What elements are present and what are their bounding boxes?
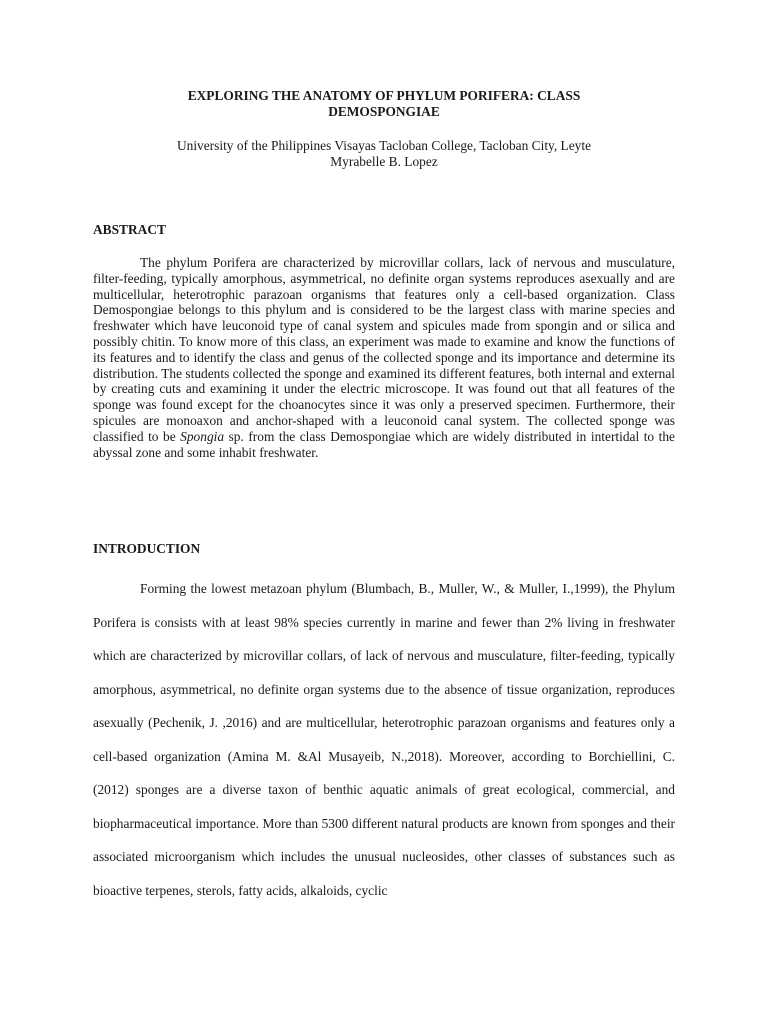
abstract-text-2: sp. from the class Demospongiae which are widely distributed in intertidal to the abyssal zone and some inhabit freshwater. — [93, 428, 675, 460]
title-line-1: EXPLORING THE ANATOMY OF PHYLUM PORIFERA: CLASS — [187, 88, 581, 103]
introduction-paragraph: Forming the lowest metazoan phylum (Blumbach, B., Muller, W., & Muller, I.,1999), the Phylum Porifera is consists with at least 98% species currently in marine and fewer than 2% living in freshwater which are characterized by microvillar collars, of lack of nervous and musculature, filter-feeding, typically amorphous, asymmetrical, no definite organ systems due to the absence of tissue organization, reproduces asexually (Pechenik, J. ,2016) and are multicellular, heterotrophic parazoan organisms and features only a cell-based organization (Amina M. &Al Musayeib, N.,2018). Moreover, according to Borchiellini, C. (2012) sponges are a diverse taxon of benthic aquatic animals of great ecological, commercial, and biopharmaceutical importance. More than 5300 different natural products are known from sponges and their associated microorganism which includes the unusual nucleosides, other classes of substances such as bioactive terpenes, sterols, fatty acids, alkaloids, cyclic — [93, 581, 675, 898]
introduction-heading: INTRODUCTION — [93, 541, 201, 556]
title-line-2: DEMOSPONGIAE — [328, 104, 440, 119]
abstract-body — [93, 255, 675, 460]
affiliation: University of the Philippines Visayas Tacloban College, Tacloban City, Leyte — [176, 138, 592, 153]
genus-name: Spongia — [180, 428, 225, 444]
abstract-paragraph — [93, 255, 675, 460]
abstract-heading: ABSTRACT — [93, 222, 166, 237]
author-block — [80, 138, 688, 170]
author-name: Myrabelle B. Lopez — [330, 154, 438, 169]
introduction-body — [93, 572, 675, 907]
paper-title — [100, 88, 668, 120]
abstract-text-1: The phylum Porifera are characterized by microvillar collars, lack of nervous and musculature, filter-feeding, typically amorphous, asymmetrical, no definite organ systems reproduces asexually and are multicellular, heterotrophic parazoan organisms that features only a cell-based organization. Class Demospongiae belongs to this phylum and is considered to be the largest class with marine species and freshwater which have leuconoid type of canal system and spicules made from spongin and or silica and possibly chitin. To know more of this class, an experiment was made to examine and know the functions of its features and to identify the class and genus of the collected sponge and its importance and determine its distribution. The students collected the sponge and examined its different features, both internal and external by creating cuts and examining it under the electric microscope. It was found out that all features of the sponge was found except for the choanocytes since it was only a preserved specimen. Furthermore, their spicules are monoaxon and anchor-shaped with a leuconoid canal system. The collected sponge was classified to be — [93, 255, 675, 444]
